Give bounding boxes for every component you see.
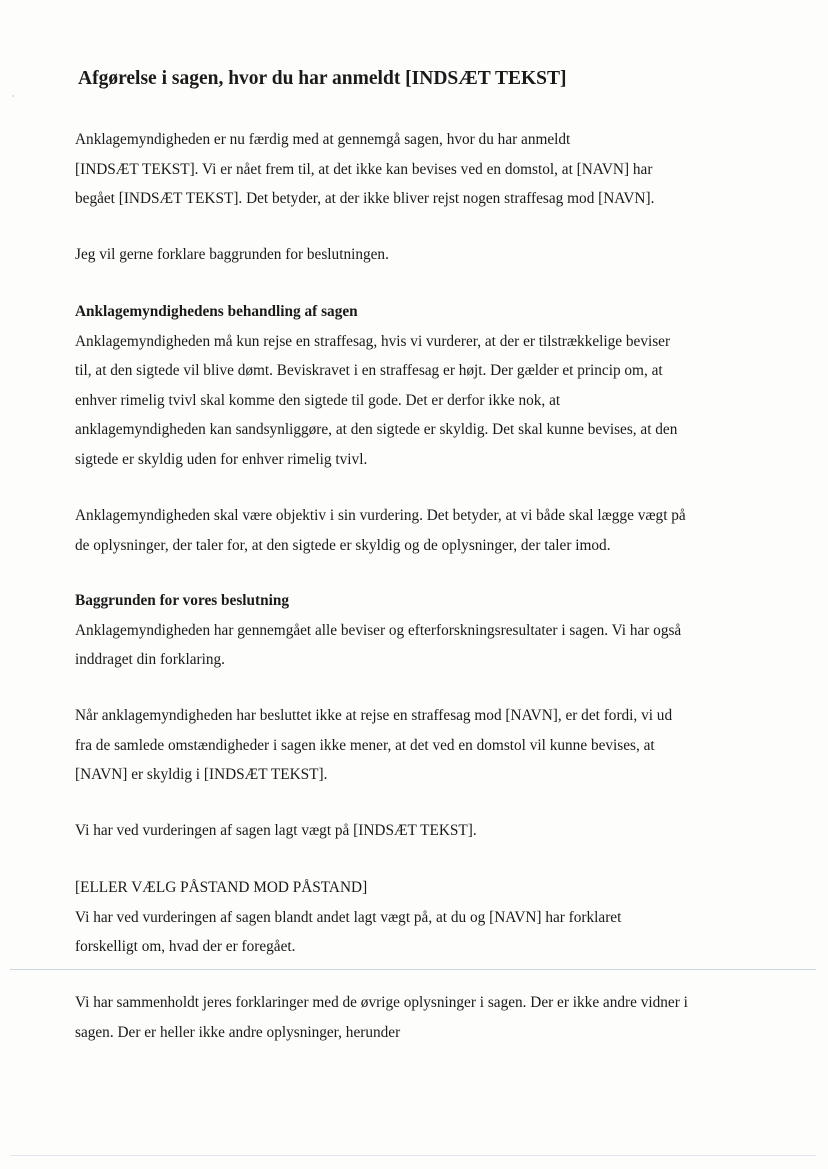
text-line: Anklagemyndigheden skal være objektiv i sin vurdering. Det betyder, at vi både skal lægge vægt på [75, 507, 686, 524]
section-heading: Baggrunden for vores beslutning [75, 592, 290, 609]
text-line: sagen. Der er heller ikke andre oplysninger, herunder [75, 1023, 401, 1041]
text-line: fra de samlede omstændigheder i sagen ikke mener, at det ved en domstol vil kunne bevises, at [75, 736, 655, 754]
text-line: begået [INDSÆT TEKST]. Det betyder, at der ikke bliver rejst nogen straffesag mod [NAVN]. [75, 190, 655, 207]
text-line: anklagemyndigheden kan sandsynliggøre, at den sigtede er skyldig. Det skal kunne bevises, at den [75, 421, 678, 438]
text-line: [NAVN] er skyldig i [INDSÆT TEKST]. [75, 766, 328, 783]
text-line: forskelligt om, hvad der er foregået. [75, 938, 296, 955]
paragraph-comparison [75, 988, 755, 1047]
paragraph-decision [75, 701, 755, 790]
text-line: Når anklagemyndigheden har besluttet ikke at rejse en straffesag mod [NAVN], er det fordi, vi ud [75, 707, 673, 724]
paragraph-weighting [75, 816, 755, 846]
scan-divider [10, 1155, 816, 1156]
text-line: til, at den sigtede vil blive dømt. Beviskravet i en straffesag er højt. Der gælder et princip om, at [75, 362, 663, 379]
paragraph-explain [75, 240, 755, 270]
paragraph-intro [75, 125, 755, 214]
text-line: Anklagemyndigheden har gennemgået alle beviser og efterforskningsresultater i sagen. Vi har også [75, 621, 682, 639]
section-prosecution-handling [75, 297, 755, 474]
section-decision-background [75, 586, 755, 675]
scan-speck [12, 95, 14, 97]
text-line: Anklagemyndigheden må kun rejse en straffesag, hvis vi vurderer, at der er tilstrækkelige beviser [75, 332, 671, 350]
scan-divider [10, 969, 816, 970]
text-line: Vi har ved vurderingen af sagen lagt vægt på [INDSÆT TEKST]. [75, 822, 477, 839]
page-title: Afgørelse i sagen, hvor du har anmeldt [INDSÆT TEKST] [78, 68, 567, 89]
text-line: Anklagemyndigheden er nu færdig med at gennemgå sagen, hvor du har anmeldt [75, 131, 571, 148]
text-line: enhver rimelig tvivl skal komme den sigtede til gode. Det er derfor ikke nok, at [75, 391, 561, 409]
text-line: Jeg vil gerne forklare baggrunden for beslutningen. [75, 246, 389, 263]
section-heading: Anklagemyndighedens behandling af sagen [75, 303, 358, 320]
paragraph-alternative [75, 873, 755, 962]
text-line: inddraget din forklaring. [75, 651, 225, 668]
text-line: [INDSÆT TEKST]. Vi er nået frem til, at det ikke kan bevises ved en domstol, at [NAVN] har [75, 160, 653, 178]
text-line: de oplysninger, der taler for, at den sigtede er skyldig og de oplysninger, der taler imod. [75, 536, 611, 554]
text-line: sigtede er skyldig uden for enhver rimelig tvivl. [75, 450, 368, 468]
paragraph-objectivity [75, 501, 755, 560]
text-line: Vi har ved vurderingen af sagen blandt andet lagt vægt på, at du og [NAVN] har forklaret [75, 908, 622, 926]
text-line: Vi har sammenholdt jeres forklaringer med de øvrige oplysninger i sagen. Der er ikke andre vidner i [75, 994, 688, 1011]
text-line: [ELLER VÆLG PÅSTAND MOD PÅSTAND] [75, 879, 368, 896]
